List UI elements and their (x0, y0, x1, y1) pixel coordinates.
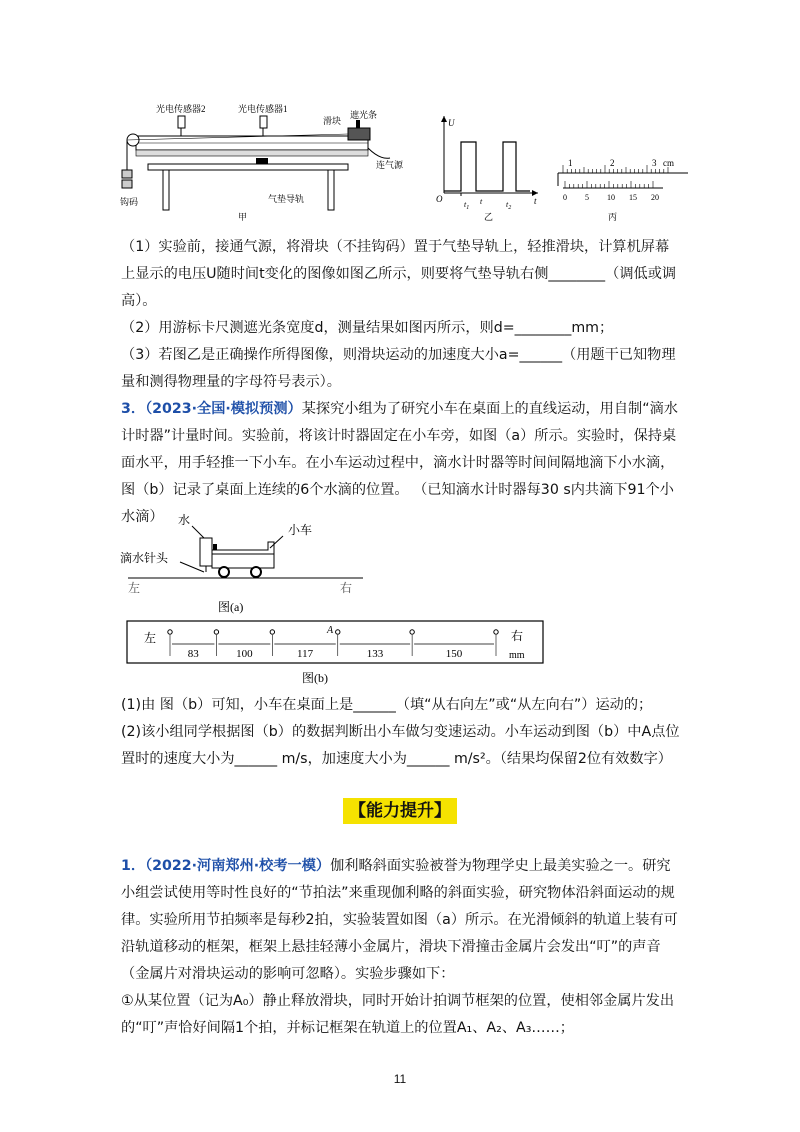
caption-jia: 甲 (238, 212, 248, 222)
segment-length: 100 (236, 648, 253, 660)
next-question-text: 伽利略斜面实验被誉为物理学史上最美实验之一。研究小组尝试使用等时性良好的“节拍法”来重现伽利略的斜面实验，研究物体沿斜面运动的规律。实验所用节拍频率是每秒2拍，实验装置如图（a）所示。在光滑倾斜的轨道上装有可沿轨道移动的框架，框架上悬挂轻薄小金属片，滑块下滑撞击金属片会发出“叮”的声音（金属片对滑块运动的影响可忽略）。实验步骤如下： (121, 858, 678, 982)
label-air-source: 连气源 (376, 160, 404, 170)
table-top (148, 164, 348, 170)
q3-stem (121, 396, 681, 531)
svg-text:t2 (506, 200, 511, 211)
label-t-mid: t (480, 197, 483, 206)
label-right: 右 (340, 581, 353, 595)
slider-block (348, 128, 370, 140)
figure-air-track (118, 98, 698, 228)
vernier-10: 10 (607, 193, 615, 202)
label-o: O (436, 194, 443, 204)
label-water: 水 (178, 513, 191, 527)
weight-1 (122, 170, 132, 178)
svg-text:t1 (464, 200, 469, 211)
main-scale-1: 1 (568, 158, 573, 168)
next-question-stem (121, 853, 681, 988)
vernier-5: 5 (585, 193, 589, 202)
segment-length: 83 (187, 648, 199, 660)
label-shade: 遮光条 (350, 110, 378, 120)
section-title: 【能力提升】 (343, 798, 457, 824)
next-question-step1: ①从某位置（记为A₀）静止释放滑块，同时开始计拍调节框架的位置，使相邻金属片发出的“叮”声恰好间隔1个拍，并标记框架在轨道上的位置A₁、A₂、A₃……； (121, 993, 675, 1036)
water-drop (270, 630, 274, 634)
q3-part1: (1)由 图（b）可知，小车在桌面上是______（填“从右向左”或“从左向右”）运动的； (121, 697, 653, 713)
vernier-20: 20 (651, 193, 659, 202)
label-needle: 滴水针头 (120, 551, 169, 565)
water-drop (336, 630, 340, 634)
label-t1: t (464, 200, 467, 209)
q3-text: 某探究小组为了研究小车在桌面上的直线运动，用自制“滴水计时器”计量时间。实验前，将该计时器固定在小车旁，如图（a）所示。实验时，保持桌面水平，用手轻推一下小车。在小车运动过程中，滴水计时器等时间间隔地滴下小水滴，图（b）记录了桌面上连续的6个水滴的位置。 （已知滴水计时器每30 s内共滴下91个小水滴） (121, 401, 678, 525)
label-slider: 滑块 (323, 116, 342, 126)
segment-length: 117 (296, 648, 314, 660)
label-rail: 气垫导轨 (268, 194, 305, 204)
caption-b: 图(b) (302, 671, 328, 685)
b-label-left: 左 (144, 631, 157, 645)
page-number: 11 (393, 1072, 407, 1086)
q3-part2: (2)该小组同学根据图（b）的数据判断出小车做匀变速运动。小车运动到图（b）中A点位置时的速度大小为______ m/s，加速度大小为______ m/s²。（结果均保留2位有效数字） (121, 724, 680, 767)
water-drop (494, 630, 498, 634)
q1-part2: （2）用游标卡尺测遮光条宽度d，测量结果如图丙所示，则d=________mm； (121, 320, 614, 336)
sensor-1 (260, 116, 267, 128)
water-drop (214, 630, 218, 634)
segment-length: 150 (445, 648, 463, 660)
next-question-number: 1． (121, 858, 146, 874)
u-t-graph (436, 116, 538, 222)
q3-number: 3． (121, 401, 146, 417)
label-t2: t (506, 200, 509, 209)
point-a-label: A (327, 625, 334, 636)
caption-a: 图(a) (218, 600, 244, 614)
shade-strip (356, 120, 360, 128)
caption-bing: 丙 (608, 212, 618, 222)
label-sensor2: 光电传感器2 (156, 104, 206, 114)
next-question-tag: （2022·河南郑州·校考一模） (145, 858, 331, 874)
main-scale-3: 3 (652, 158, 657, 168)
label-car: 小车 (288, 523, 313, 537)
label-t-axis: t (534, 196, 537, 206)
q3-source-tag: （2023·全国·模拟预测） (145, 401, 302, 417)
water-drop (168, 630, 172, 634)
unit-cm: cm (663, 158, 674, 168)
b-label-right: 右 (511, 629, 524, 643)
label-weight: 钩码 (120, 197, 139, 207)
sensor-2 (178, 116, 185, 128)
main-scale-2: 2 (610, 158, 615, 168)
figure-a-cart (118, 512, 368, 622)
label-sensor1: 光电传感器1 (238, 104, 288, 114)
q1-part3: （3）若图乙是正确操作所得图像，则滑块运动的加速度大小a=______（用题干已知物理量和测得物理量的字母符号表示）。 (121, 347, 676, 390)
water-drop (410, 630, 414, 634)
dripper (200, 538, 212, 566)
weight-2 (122, 180, 132, 188)
figure-b-drops (126, 620, 546, 688)
car-body (212, 554, 274, 568)
label-t1-sub: 1 (466, 205, 470, 211)
label-u: U (448, 118, 455, 128)
label-t2-sub: 2 (508, 205, 512, 211)
b-unit: mm (509, 650, 525, 661)
vernier-15: 15 (629, 193, 637, 202)
label-left: 左 (128, 581, 141, 595)
segment-length: 133 (366, 648, 384, 660)
vernier-0: 0 (563, 193, 567, 202)
caption-yi: 乙 (484, 212, 494, 222)
q1-part1: （1）实验前，接通气源，将滑块（不挂钩码）置于气垫导轨上，轻推滑块，计算机屏幕上显示的电压U随时间t变化的图像如图乙所示，则要将气垫导轨右侧________（调低或调高）。 (121, 239, 677, 309)
vernier-caliper (558, 158, 688, 222)
